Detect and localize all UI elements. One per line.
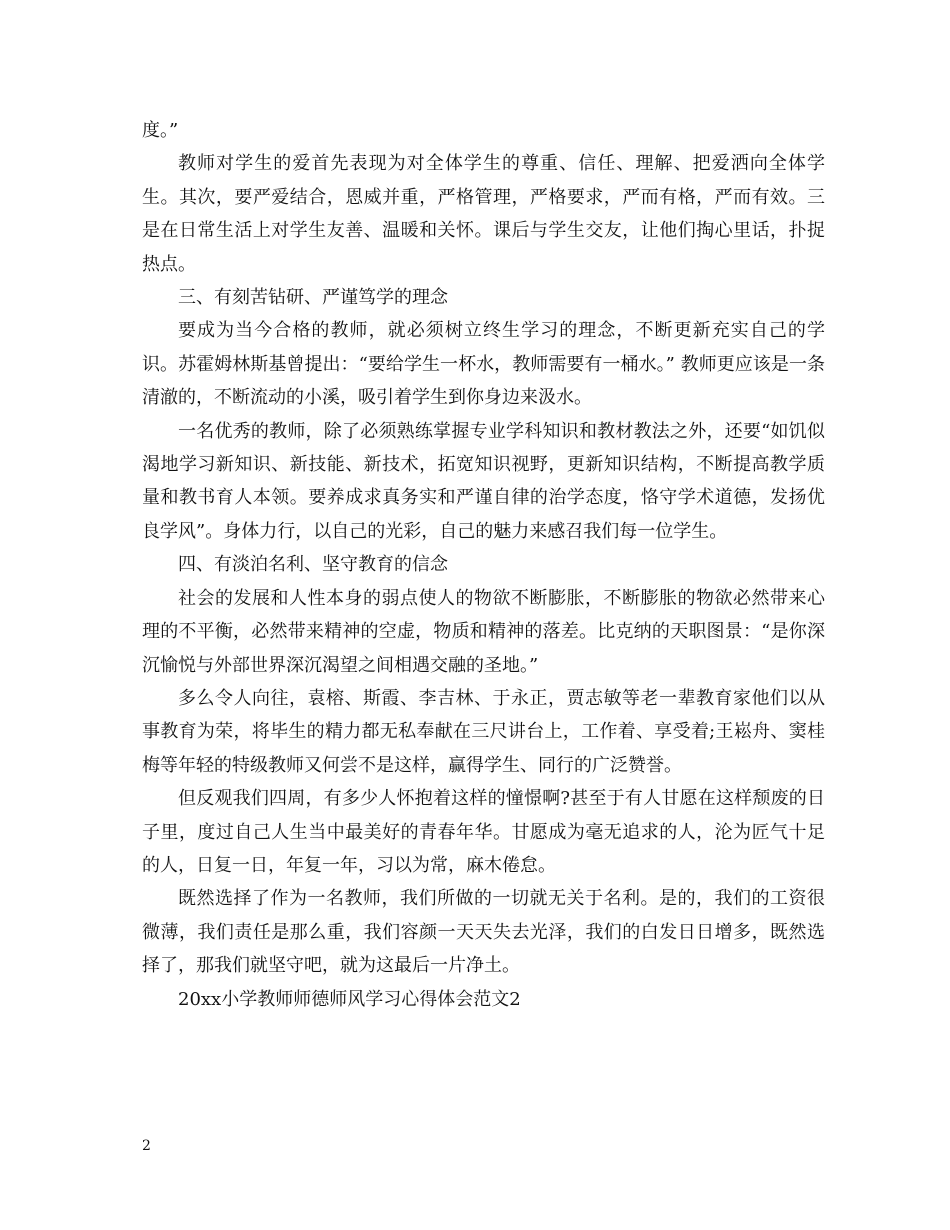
document-body <box>142 114 825 1016</box>
paragraph-educators: 多么令人向往，袁榕、斯霞、李吉林、于永正，贾志敏等老一辈教育家他们以从事教育为荣，将毕生的精力都无私奉献在三尺讲台上，工作着、享受着;王崧舟、窦桂梅等年轻的特级教师又何尝不是这样，赢得学生、同行的广泛赞誉。 <box>142 687 825 776</box>
paragraph-continuation: 度。” <box>142 120 179 141</box>
section-heading-4: 四、有淡泊名利、坚守教育的信念 <box>178 554 448 576</box>
paragraph-choice: 既然选择了作为一名教师，我们所做的一切就无关于名利。是的，我们的工资很微薄，我们责任是那么重，我们容颜一天天失去光泽，我们的白发日日增多，既然选择了，那我们就坚守吧，就为这最后一片净土。 <box>142 888 825 977</box>
section-heading-3: 三、有刻苦钻研、严谨笃学的理念 <box>178 287 448 309</box>
paragraph-social-development: 社会的发展和人性本身的弱点使人的物欲不断膨胀，不断膨胀的物欲必然带来心理的不平衡，必然带来精神的空虚，物质和精神的落差。比克纳的天职图景：“是你深沉愉悦与外部世界深沉渴望之间相遇交融的圣地。” <box>142 587 825 676</box>
paragraph-teacher-love: 教师对学生的爱首先表现为对全体学生的尊重、信任、理解、把爱洒向全体学生。其次，要严爱结合，恩威并重，严格管理，严格要求，严而有格，严而有效。三是在日常生活上对学生友善、温暖和关怀。课后与学生交友，让他们掏心里话，扑捉热点。 <box>142 153 825 275</box>
next-article-title: 20xx小学教师师德师风学习心得体会范文2 <box>178 988 521 1010</box>
paragraph-lifelong-learning: 要成为当今合格的教师，就必须树立终生学习的理念，不断更新充实自己的学识。苏霍姆林斯基曾提出：“要给学生一杯水，教师需要有一桶水。” 教师更应该是一条清澈的，不断流动的小溪，吸引着学生到你身边来汲水。 <box>142 320 825 409</box>
page-number: 2 <box>142 1138 151 1154</box>
paragraph-excellent-teacher: 一名优秀的教师，除了必须熟练掌握专业学科知识和教材教法之外，还要“如饥似渴地学习新知识、新技能、新技术，拓宽知识视野，更新知识结构，不断提高教学质量和教书育人本领。要养成求真务实和严谨自律的治学态度，恪守学术道德，发扬优良学风”。身体力行，以自己的光彩，自己的魅力来感召我们每一位学生。 <box>142 420 825 542</box>
paragraph-reflection: 但反观我们四周，有多少人怀抱着这样的憧憬啊?甚至于有人甘愿在这样颓废的日子里，度过自己人生当中最美好的青春年华。甘愿成为毫无追求的人，沦为匠气十足的人，日复一日，年复一年，习以为常，麻木倦怠。 <box>142 788 825 876</box>
